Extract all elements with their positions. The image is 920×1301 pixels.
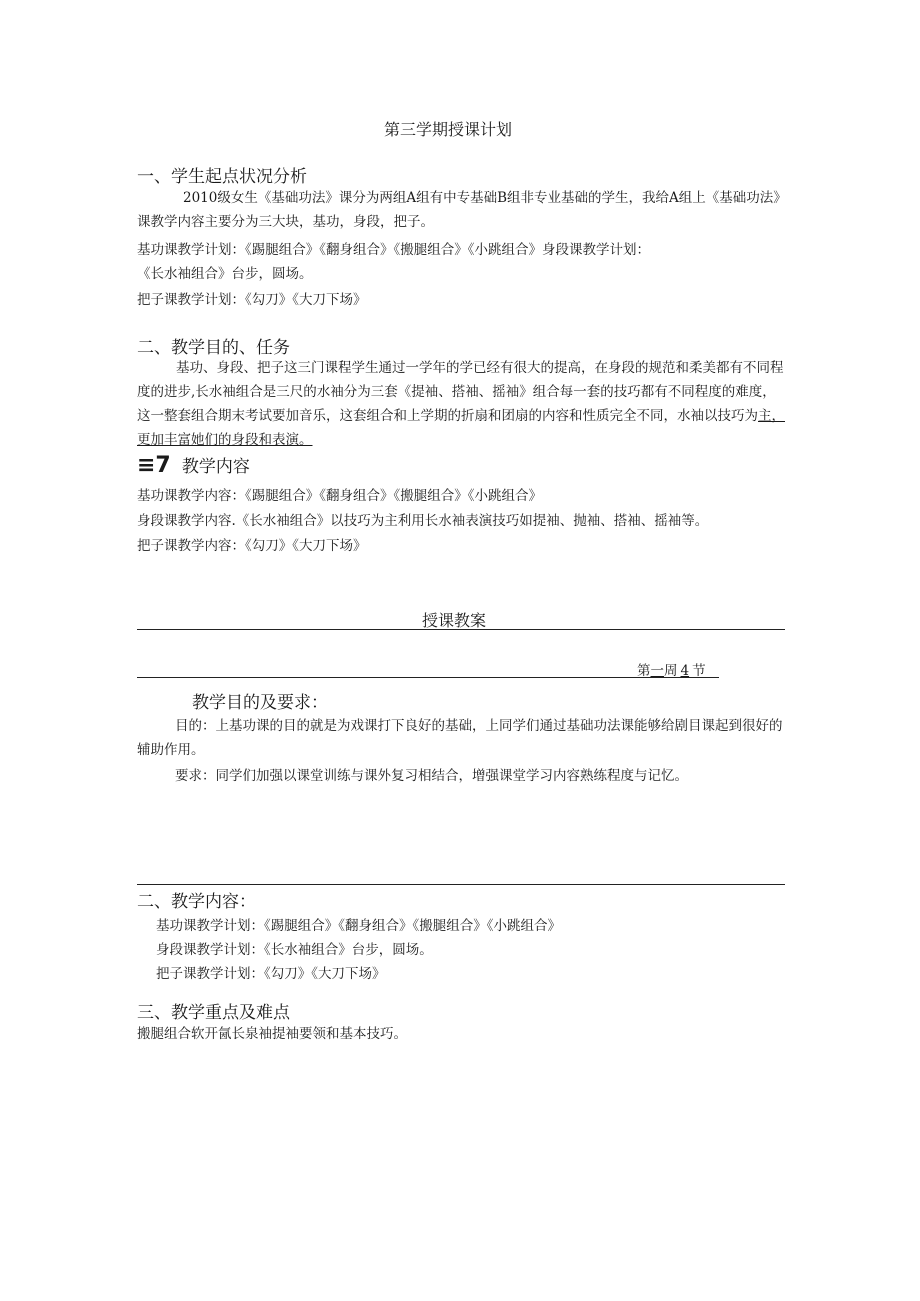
requirement-paragraph: 要求：同学们加强以课堂训练与课外复习相结合，增强课堂学习内容熟练程度与记忆。 — [175, 768, 688, 784]
week-session-label — [637, 659, 706, 679]
section1-plan-line-a: 基功课教学计划：《踢腿组合》《翻身组合》《搬腿组合》《小跳组合》身段课教学计划： — [137, 242, 650, 258]
section2-paragraph-main: 基功、身段、把子这三门课程学生通过一学年的学已经有很大的提高，在身段的规范和柔美都有不同程度的进步,长水袖组合是三尺的水袖分为三套《提袖、搭袖、摇袖》组合每一套的技巧都有不同程度的难度，这一整套组合期末考试要加音乐，这套组合和上学期的折扇和团扇的内容和性质完全不同，水袖以技巧为 — [137, 360, 784, 424]
section1-plan-line-c: 把子课教学计划：《勾刀》《大刀下场》 — [137, 292, 367, 308]
section3-mark: ≡7 — [137, 453, 171, 478]
content-heading: 二、教学内容： — [137, 892, 256, 912]
week-value: 一 — [650, 663, 664, 679]
section3-line-3: 把子课教学内容：《勾刀》《大刀下场》 — [137, 538, 367, 554]
section3-line-1: 基功课教学内容：《踢腿组合》《翻身组合》《搬腿组合》《小跳组合》 — [137, 488, 542, 504]
session-value: 4 — [680, 663, 690, 679]
content-line-2: 身段课教学计划：《长水袖组合》台步，圆场。 — [156, 942, 433, 958]
content-line-3: 把子课教学计划：《勾刀》《大刀下场》 — [156, 966, 386, 982]
section3-heading-row — [137, 452, 250, 478]
section2-paragraph-underlined: 主，更加丰富她们的身段和表演。 — [137, 408, 785, 448]
content-line-1: 基功课教学计划：《踢腿组合》《翻身组合》《搬腿组合》《小跳组合》 — [156, 918, 561, 934]
section2-paragraph — [137, 356, 787, 452]
key-points-text: 搬腿组合软开氤长泉袖提袖要领和基本技巧。 — [137, 1026, 407, 1042]
divider-line — [137, 677, 719, 678]
week-mid: 周 — [664, 663, 678, 679]
section3-heading: 教学内容 — [181, 457, 250, 477]
divider-line — [137, 629, 785, 630]
section1-heading: 一、学生起点状况分析 — [137, 167, 307, 187]
section2-heading: 二、教学目的、任务 — [137, 338, 290, 358]
section3-line-2: 身段课教学内容.《长水袖组合》以技巧为主利用长水袖表演技巧如提袖、抛袖、搭袖、摇袖等。 — [137, 513, 709, 529]
session-suffix: 节 — [692, 663, 706, 679]
key-points-heading: 三、教学重点及难点 — [137, 1003, 290, 1023]
goals-heading: 教学目的及要求： — [192, 693, 328, 713]
section1-paragraph: 2010级女生《基础功法》课分为两组A组有中专基础B组非专业基础的学生，我给A组上《基础功法》课教学内容主要分为三大块，基功，身段，把子。 — [137, 190, 787, 230]
page-title: 第三学期授课计划 — [384, 120, 513, 139]
section1-plan-line-b: 《长水袖组合》台步，圆场。 — [137, 266, 313, 282]
week-prefix: 第 — [637, 663, 651, 679]
goal-paragraph: 目的：上基功课的目的就是为戏课打下良好的基础，上同学们通过基础功法课能够给剧目课起到很好的辅助作用。 — [137, 718, 783, 758]
divider-line — [137, 884, 785, 885]
lesson-plan-title: 授课教案 — [422, 611, 487, 630]
